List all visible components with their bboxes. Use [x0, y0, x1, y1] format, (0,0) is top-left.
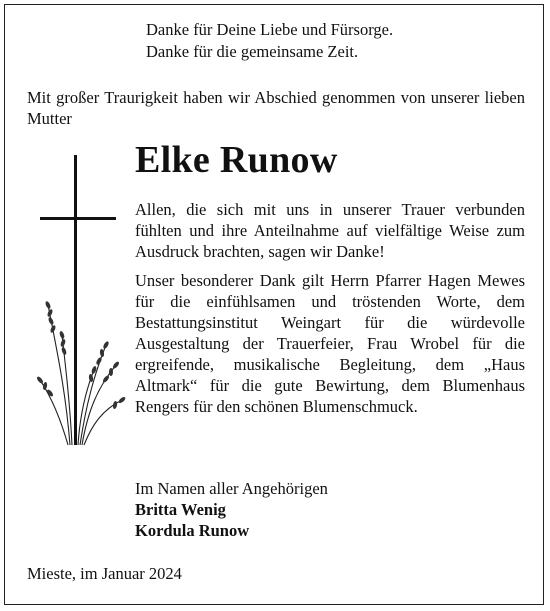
thanks-paragraph: Allen, die sich mit uns in unserer Trauer verbunden fühlten und ihre Anteilnahme auf vielfältige Weise zum Ausdruck brachten, sagen wir Danke!	[135, 200, 525, 261]
verse-line-2: Danke für die gemeinsame Zeit.	[146, 42, 359, 61]
signature-name-1: Britta Wenig	[135, 500, 226, 519]
signature-intro: Im Namen aller Angehörigen	[135, 479, 328, 498]
signature-block	[135, 478, 328, 541]
special-thanks-paragraph: Unser besonderer Dank gilt Herrn Pfarrer Hagen Mewes für die einfühlsamen und tröstenden Worte, dem Bestattungsinstitut Weingart für die würdevolle Ausgestaltung der Trauerfeier, Frau Wrobel für die ergreifende, musikalische Begleitung, dem „Haus Altmark“ für die gute Bewirtung, dem Blumenhaus Rengers für den schönen Blumenschmuck.	[135, 271, 525, 416]
intro-text: Mit großer Traurigkeit haben wir Abschied genommen von unserer lieben Mutter	[27, 88, 525, 128]
verse-line-1: Danke für Deine Liebe und Fürsorge.	[146, 20, 394, 39]
signature-name-2: Kordula Runow	[135, 521, 250, 540]
deceased-name: Elke Runow	[135, 139, 338, 181]
cross-with-wheat-icon	[36, 155, 128, 455]
verse	[146, 19, 393, 63]
place-date: Mieste, im Januar 2024	[27, 564, 182, 583]
body-text	[135, 199, 525, 425]
